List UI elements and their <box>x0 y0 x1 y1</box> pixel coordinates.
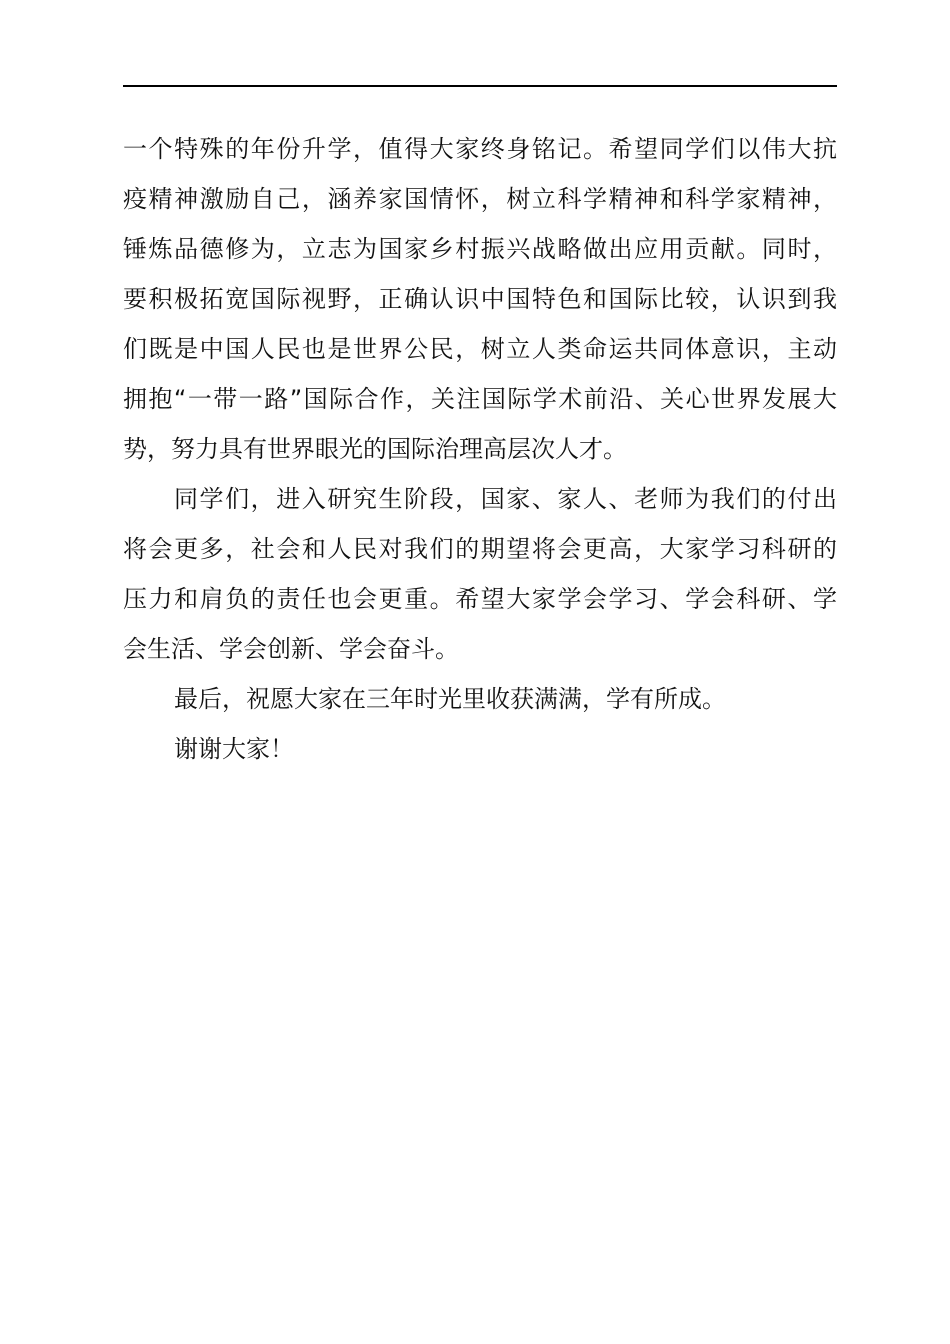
paragraph-line: 会生活、学会创新、学会奋斗。 <box>123 635 459 663</box>
paragraph-line: 一个特殊的年份升学，值得大家终身铭记。希望同学们以伟大抗 <box>123 135 837 163</box>
closing-line: 谢谢大家！ <box>174 735 294 763</box>
paragraph-line: 要积极拓宽国际视野，正确认识中国特色和国际比较，认识到我 <box>123 285 837 313</box>
paragraph-line: 拥抱“一带一路”国际合作，关注国际学术前沿、关心世界发展大 <box>123 385 837 413</box>
paragraph-line: 最后，祝愿大家在三年时光里收获满满，学有所成。 <box>174 685 726 713</box>
paragraph-line: 同学们，进入研究生阶段，国家、家人、老师为我们的付出 <box>174 485 837 513</box>
paragraph-line: 势，努力具有世界眼光的国际治理高层次人才。 <box>123 435 627 463</box>
document-body <box>123 124 837 774</box>
paragraph-line: 疫精神激励自己，涵养家国情怀，树立科学精神和科学家精神， <box>123 185 837 213</box>
paragraph-line: 将会更多，社会和人民对我们的期望将会更高，大家学习科研的 <box>123 535 837 563</box>
paragraph-line: 们既是中国人民也是世界公民，树立人类命运共同体意识，主动 <box>123 335 837 363</box>
paragraph-line: 压力和肩负的责任也会更重。希望大家学会学习、学会科研、学 <box>123 585 837 613</box>
header-rule <box>123 85 837 87</box>
paragraph-line: 锤炼品德修为，立志为国家乡村振兴战略做出应用贡献。同时， <box>123 235 837 263</box>
